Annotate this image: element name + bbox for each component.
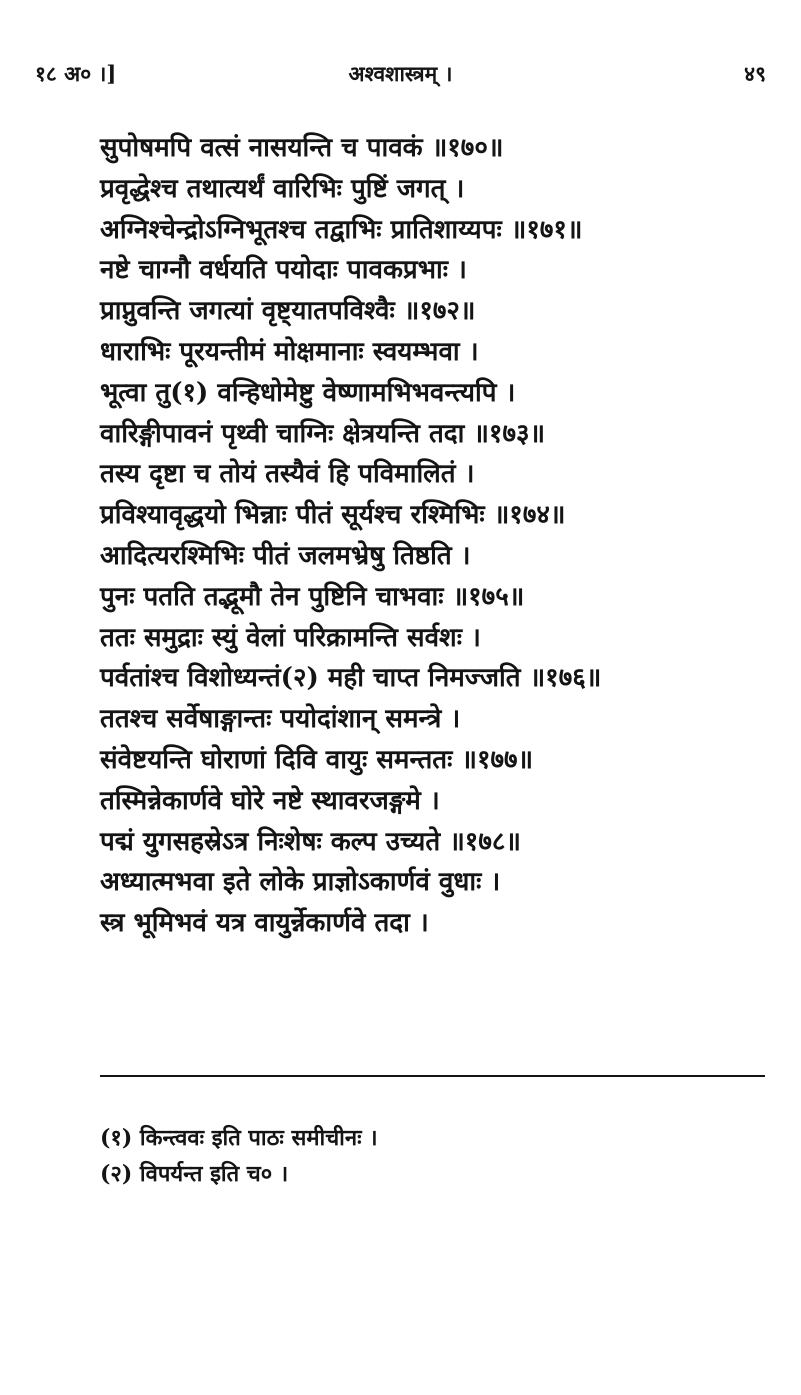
footnote: (१) किन्त्ववः इति पाठः समीचीनः । xyxy=(100,1125,378,1151)
running-title: अश्वशास्त्रम् । xyxy=(348,61,453,86)
verse-line: ततश्च सर्वेषाङ्गान्तः पयोदांशान् समन्त्रे । xyxy=(100,704,461,735)
running-header xyxy=(35,60,766,96)
verse-line: भूत्वा तु(१) वन्हिधोमेष्टु वेष्णामभिभवन्त्यपि । xyxy=(100,377,516,408)
verse-line: पर्वतांश्च विशोध्यन्तं(२) मही चाप्त निमज्जति ॥१७६॥ xyxy=(100,663,602,694)
verse-line: ततः समुद्राः स्युं वेलां परिक्रामन्ति सर्वशः । xyxy=(100,622,481,653)
verse-line: स्त्र भूमिभवं यत्र वायुर्न्नेकार्णवे तदा । xyxy=(100,908,429,939)
verse-line: सुपोषमपि वत्सं नासयन्ति च पावकं ॥१७०॥ xyxy=(100,133,504,163)
footnotes xyxy=(100,1120,761,1192)
chapter-marker: १८ अ० ।] xyxy=(35,61,117,86)
verse-line: तस्य दृष्टा च तोयं तस्यैवं हि पविमालितं । xyxy=(100,459,475,490)
verse-line: तस्मिन्नेकार्णवे घोरे नष्टे स्थावरजङ्गमे । xyxy=(100,785,440,816)
verse-line: प्रविश्यावृद्धयो भिन्नाः पीतं सूर्यश्च रश्मिभिः ॥१७४॥ xyxy=(100,500,566,531)
verse-text xyxy=(100,128,761,944)
footnote-divider xyxy=(100,1075,765,1077)
verse-line: प्राप्नुवन्ति जगत्यां वृष्ट्यातपविश्वैः ॥१७२॥ xyxy=(100,296,476,327)
verse-line: नष्टे चाग्नौ वर्धयति पयोदाः पावकप्रभाः । xyxy=(100,255,467,286)
verse-line: संवेष्टयन्ति घोराणां दिवि वायुः समन्ततः ॥१७७॥ xyxy=(100,744,534,775)
verse-line: वारिङ्गीपावनं पृथ्वी चाग्निः क्षेत्रयन्ति तदा ॥१७३॥ xyxy=(100,418,546,449)
verse-line: अग्निश्चेन्द्रोऽग्निभूतश्च तद्वाभिः प्रातिशाय्यपः ॥१७१॥ xyxy=(100,214,583,245)
footnote: (२) विपर्यन्त इति च० । xyxy=(100,1161,289,1187)
verse-line: धाराभिः पूरयन्तीमं मोक्षमानाः स्वयम्भवा । xyxy=(100,336,479,367)
verse-line: पद्मं युगसहस्रेऽत्र निःशेषः कल्प उच्यते ॥१७८॥ xyxy=(100,826,521,857)
verse-line: अध्यात्मभवा इते लोके प्राज्ञोऽकार्णवं वुधाः । xyxy=(100,867,501,898)
verse-line: प्रवृद्धेश्च तथात्यर्थं वारिभिः पुष्टिं जगत् । xyxy=(100,173,465,204)
verse-line: पुनः पतति तद्भूमौ तेन पुष्टिनि चाभवाः ॥१७५॥ xyxy=(100,581,525,612)
page-number: ४९ xyxy=(744,61,766,86)
verse-line: आदित्यरश्मिभिः पीतं जलमभ्रेषु तिष्ठति । xyxy=(100,540,471,571)
